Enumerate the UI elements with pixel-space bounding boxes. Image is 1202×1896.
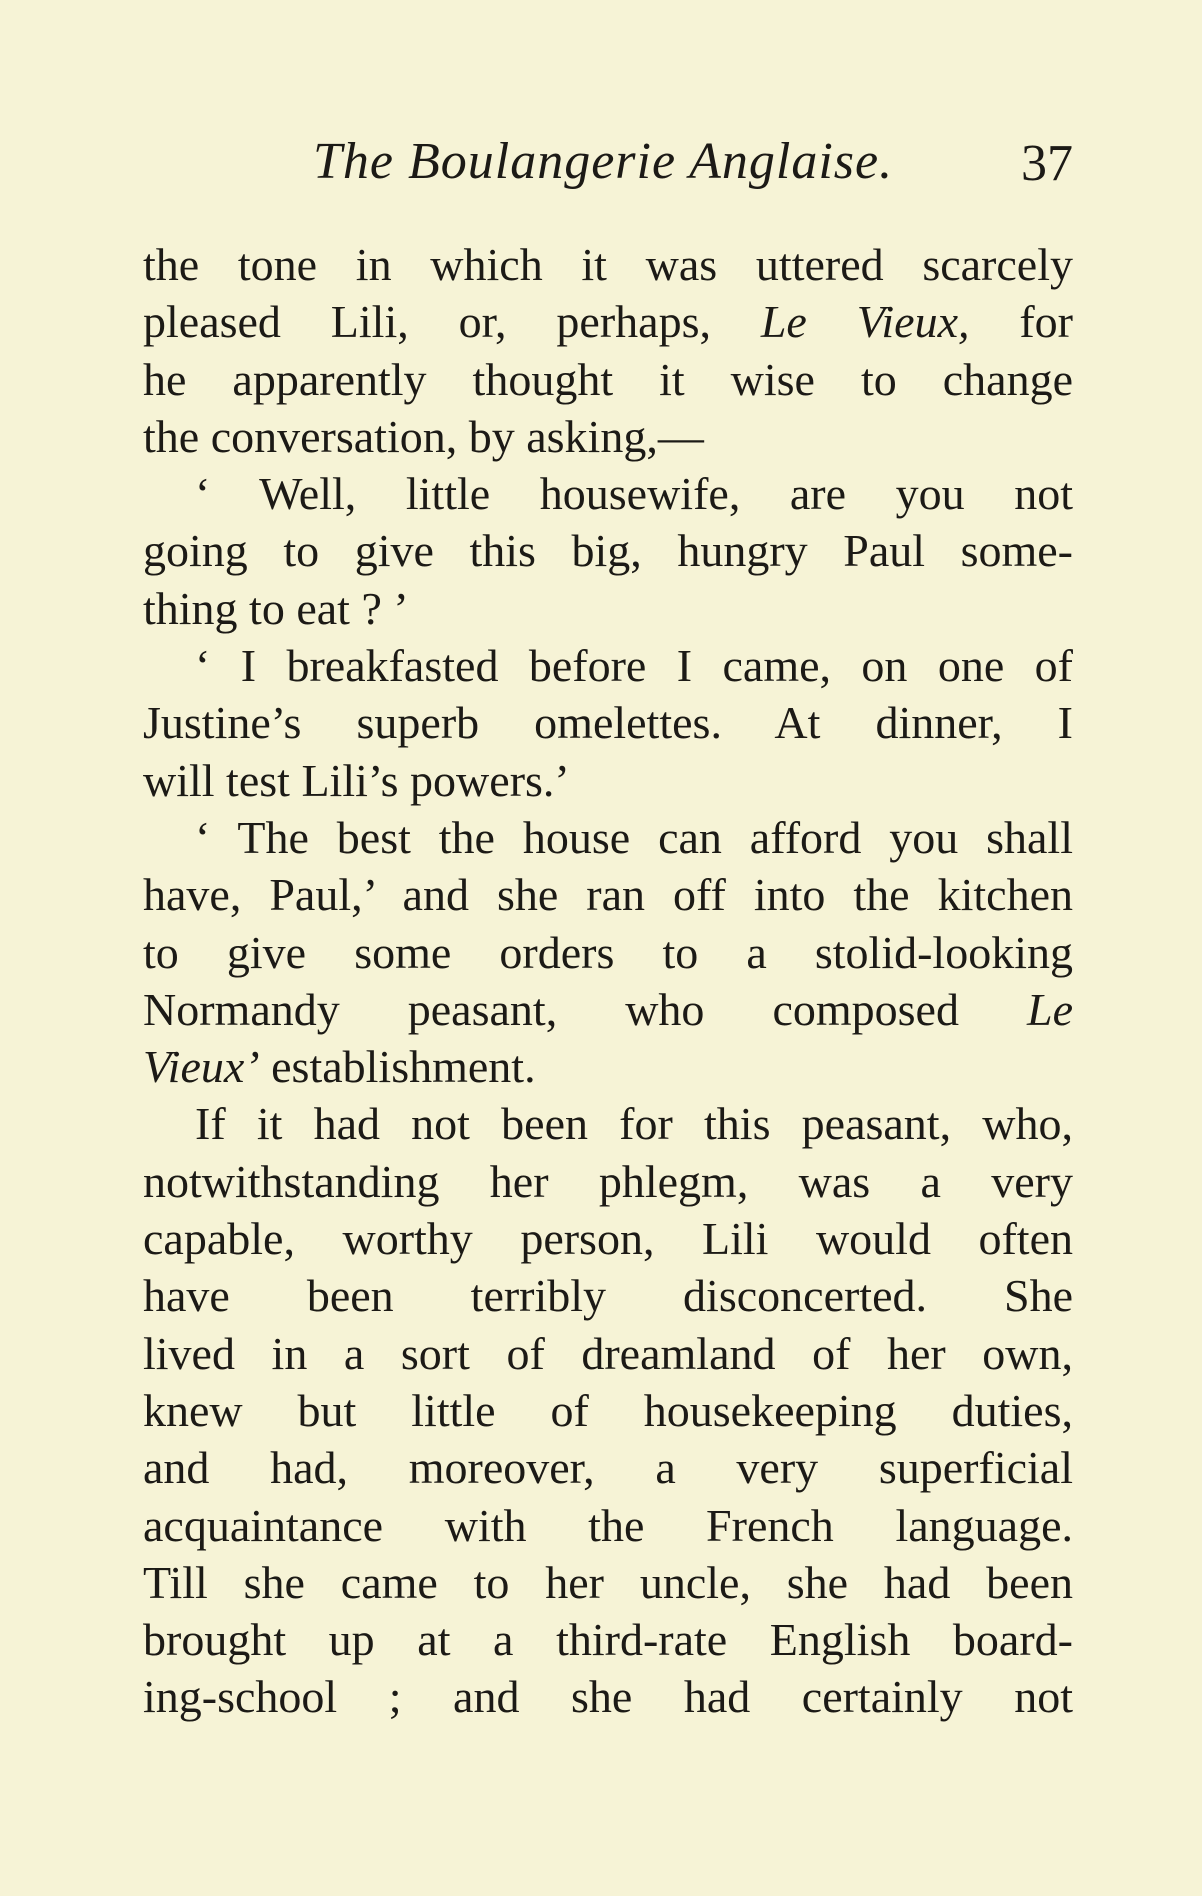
text-line: Vieux’ establishment. <box>143 1041 536 1093</box>
text-line: acquaintance with the French language. <box>143 1499 1073 1551</box>
text-line: lived in a sort of dreamland of her own, <box>143 1327 1073 1379</box>
text-line: Till she came to her uncle, she had been <box>143 1556 1073 1608</box>
running-title: The Boulangerie Anglaise. <box>313 133 894 190</box>
text-line: going to give this big, hungry Paul some- <box>143 525 1073 577</box>
text-line: ‘ The best the house can afford you shall <box>195 811 1073 863</box>
text-line: ‘ Well, little housewife, are you not <box>195 468 1073 520</box>
text-line: pleased Lili, or, perhaps, Le Vieux, for <box>143 296 1073 348</box>
text-line: thing to eat ? ’ <box>143 582 409 634</box>
text-line: the conversation, by asking,— <box>143 410 704 462</box>
text-line: Justine’s superb omelettes. At dinner, I <box>143 697 1073 749</box>
text-line: brought up at a third-rate English board- <box>143 1614 1073 1666</box>
text-line: and had, moreover, a very superficial <box>143 1442 1073 1494</box>
text-line: ‘ I breakfasted before I came, on one of <box>195 640 1073 692</box>
text-line: to give some orders to a stolid-looking <box>143 926 1073 978</box>
text-line: ing-school ; and she had certainly not <box>143 1671 1073 1723</box>
running-head <box>143 122 1073 192</box>
text-line: knew but little of housekeeping duties, <box>143 1384 1073 1436</box>
text-line: notwithstanding her phlegm, was a very <box>143 1155 1073 1207</box>
page-number: 37 <box>1021 135 1073 192</box>
italic-name: Le <box>1027 983 1073 1035</box>
italic-name: Le Vieux, <box>760 296 970 348</box>
text-line: If it had not been for this peasant, who, <box>195 1098 1073 1150</box>
text-line: will test Lili’s powers.’ <box>143 754 570 806</box>
text-line: Normandy peasant, who composed Le <box>143 983 1073 1035</box>
italic-name: Vieux’ <box>143 1041 260 1093</box>
body-text <box>143 236 1073 1726</box>
text-line: have been terribly disconcerted. She <box>143 1270 1073 1322</box>
text-line: have, Paul,’ and she ran off into the kitchen <box>143 869 1073 921</box>
text-line: capable, worthy person, Lili would often <box>143 1213 1073 1265</box>
text-line: the tone in which it was uttered scarcely <box>143 239 1073 290</box>
text-line: he apparently thought it wise to change <box>143 353 1073 405</box>
